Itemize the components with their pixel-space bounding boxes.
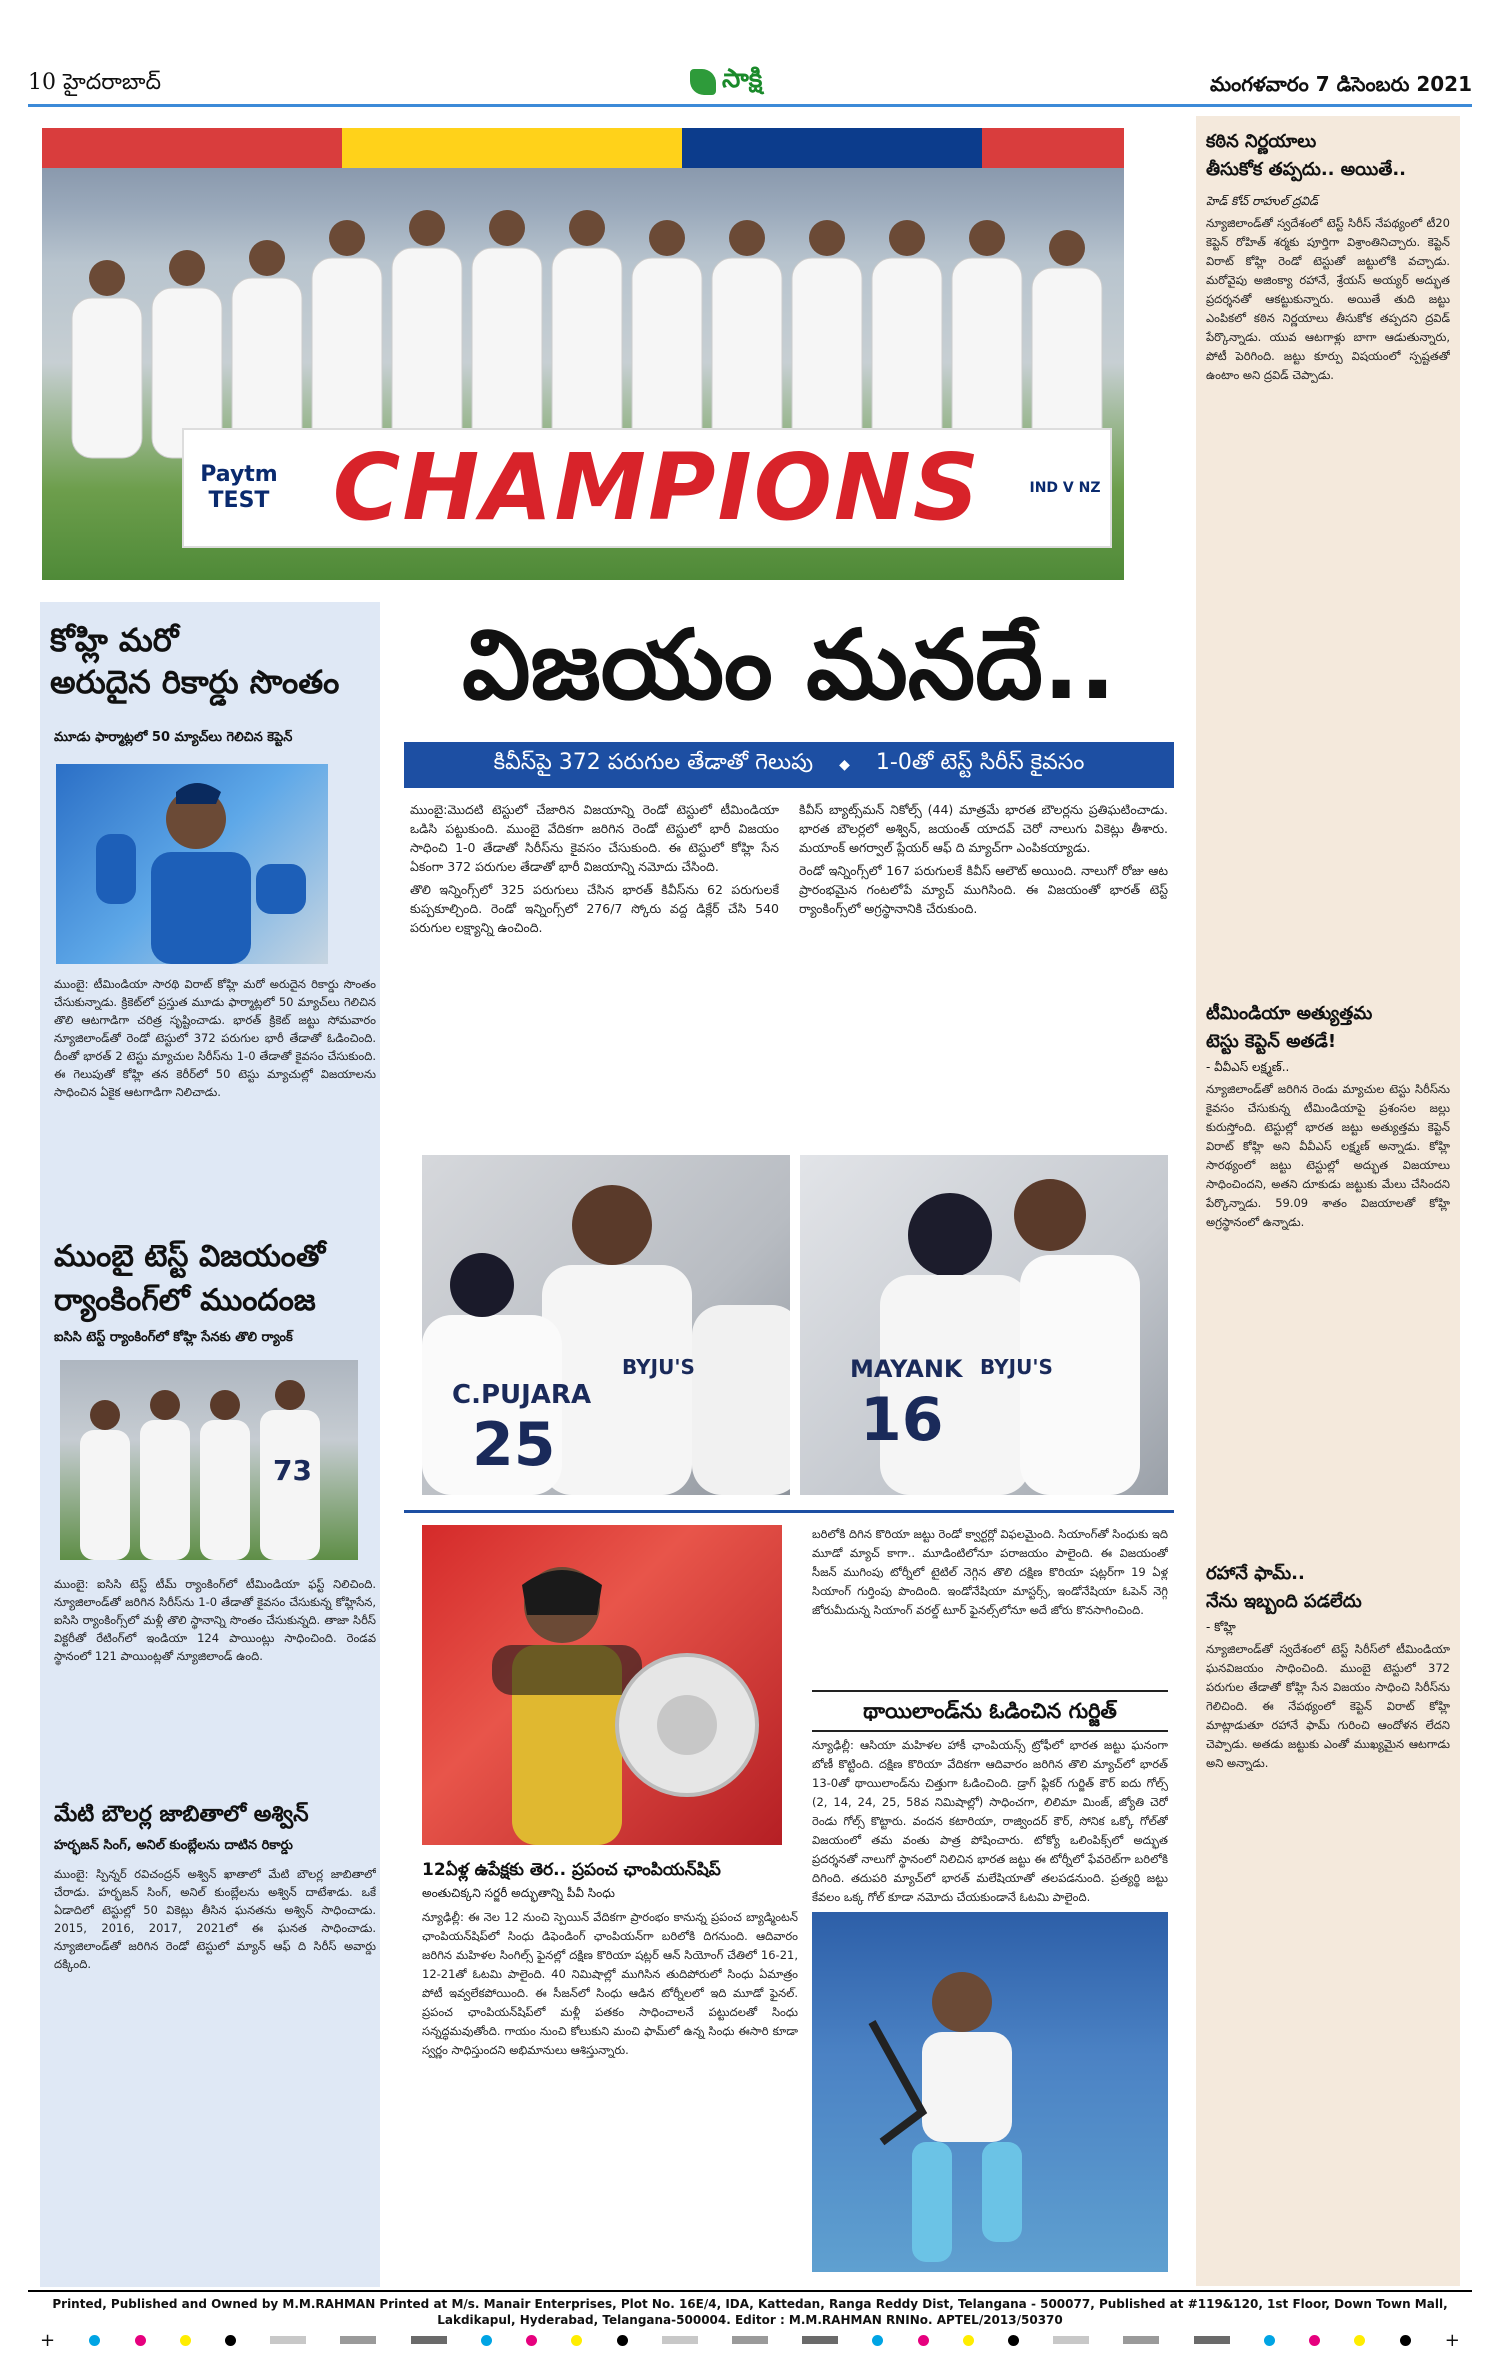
subheadline-1: కివీస్‌పై 372 పరుగుల తేడాతో గెలుపు: [493, 750, 814, 775]
color-registration-strip: [40, 2329, 1460, 2351]
rahane-byline: - కోహ్లి: [1206, 1620, 1236, 1634]
kohli-art: [56, 764, 328, 964]
cmyk-dot: [1264, 2335, 1275, 2346]
gray-bar: [340, 2336, 376, 2344]
pujara-number: 25: [472, 1410, 556, 1480]
registration-mark-icon: +: [1444, 2329, 1460, 2351]
champions-team-photo: [42, 128, 1124, 580]
laxman-story-body: న్యూజిలాండ్‌తో జరిగిన రెండు మ్యాచుల టెస్టు సిరీస్‌ను కైవసం చేసుకున్న టీమిండియాపై ప్రశంసల జల్లు కురుస్తోంది. టెస్టుల్లో భారత జట్టు అత్యుత్తమ కెప్టెన్ విరాట్ కోహ్లి అని వీవీఎస్ లక్ష్మణ్ అన్నాడు. కోహ్లి సారథ్యంలో జట్టు టెస్టుల్లో అద్భుత విజయాలు సాధించిందని, అతని దూకుడు జట్టుకు మేలు చేసిందని పేర్కొన్నాడు. 59.09 శాతం విజయాలతో కోహ్లి అగ్రస్థానంలో ఉన్నాడు.: [1206, 1082, 1450, 1229]
bullet-icon: ◆: [839, 757, 850, 773]
subheadline-2: 1-0తో టెస్ట్ సిరీస్ కైవసం: [875, 750, 1085, 775]
hockey-art: [812, 1912, 1168, 2272]
dravid-story-body: న్యూజిలాండ్‌తో స్వదేశంలో టెస్ట్ సిరీస్ నేపథ్యంలో టీ20 కెప్టెన్ రోహిత్ శర్మకు పూర్తిగా విశ్రాంతినిచ్చారు. కెప్టెన్ విరాట్ కోహ్లి రెండో టెస్టుతో జట్టులోకి వచ్చాడు. మరోవైపు అజింక్యా రహానే, శ్రేయస్ అయ్యర్ అద్భుత ప్రదర్శనతో ఆకట్టుకున్నారు. అయితే తుది జట్టు ఎంపికలో కఠిన నిర్ణయాలు తీసుకోక తప్పదని ద్రవిడ్ పేర్కొన్నాడు. యువ ఆటగాళ్లు బాగా ఆడుతున్నారు, పోటీ పెరిగింది. జట్టు కూర్పు విషయంలో స్పష్టతతో ఉంటాం అని ద్రవిడ్ చెప్పాడు.: [1206, 216, 1450, 382]
svg-text:73: 73: [273, 1454, 312, 1487]
dravid-headline: కఠిన నిర్ణయాలు తీసుకోక తప్పదు.. అయితే..: [1206, 131, 1407, 180]
sindhu-continued-body: బరిలోకి దిగిన కొరియా జట్టు రెండో క్వార్టర్లో విఫలమైంది. సియాంగ్‌తో సింధుకు ఇది మూడో మ్యాచ్ కాగా.. మూడింటిలోనూ పరాజయం పాలైంది. ఈ విజయంతో సీజన్ ముగింపు టోర్నీలో టైటిల్ నెగ్గిన తొలి దక్షిణ కొరియా షట్లర్‌గా 19 ఏళ్ల సియాంగ్ గుర్తింపు పొందింది. ఇండోనేషియా మాస్టర్స్, ఇండోనేషియా ఓపెన్ నెగ్గి జోరుమీదున్న సియాంగ్ వరల్డ్ టూర్ ఫైనల్స్‌లోనూ అదే జోరు కొనసాగించింది.: [812, 1527, 1168, 1617]
champions-word: CHAMPIONS: [332, 434, 982, 541]
cmyk-dot: [481, 2335, 492, 2346]
cmyk-dot: [89, 2335, 100, 2346]
ranking-headline: ముంబై టెస్ట్ విజయంతో ర్యాంకింగ్‌లో ముందంజ: [54, 1239, 326, 1318]
ashwin-subhead: హర్భజన్ సింగ్, అనిల్ కుంబ్లేలను దాటిన రికార్డు: [54, 1838, 293, 1853]
gray-bar: [411, 2336, 447, 2344]
cmyk-dot: [918, 2335, 929, 2346]
rahane-headline: రహానే ఫామ్.. నేను ఇబ్బంది పడలేదు: [1206, 1563, 1362, 1612]
cmyk-dot: [1400, 2335, 1411, 2346]
sindhu-byline: అంతుచిక్కని సర్జరీ అద్భుతాన్ని పీవీ సింధు: [422, 1886, 615, 1900]
issue-date: మంగళవారం 7 డిసెంబరు 2021: [1209, 72, 1472, 96]
kohli-photo: [56, 764, 328, 964]
cmyk-dot: [963, 2335, 974, 2346]
section-divider: [404, 1510, 1174, 1513]
cmyk-dot: [571, 2335, 582, 2346]
test-players-photo: [60, 1360, 358, 1560]
gray-bar: [802, 2336, 838, 2344]
mayank-name: MAYANK: [850, 1355, 963, 1383]
cmyk-dot: [180, 2335, 191, 2346]
cmyk-dot: [526, 2335, 537, 2346]
main-headline: విజయం మనదే..: [404, 600, 1174, 730]
cmyk-dot: [1309, 2335, 1320, 2346]
sindhu-headline: 12ఏళ్ల ఉపేక్షకు తెర.. ప్రపంచ ఛాంపియన్‌షిప్‌: [422, 1860, 721, 1880]
sponsor-logo: Paytm TEST: [200, 462, 278, 513]
mayank-number: 16: [860, 1385, 944, 1455]
header-rule: [28, 104, 1472, 107]
kohli-subhead: మూడు ఫార్మాట్లలో 50 మ్యాచ్‌లు గెలిచిన కెప్టెన్: [54, 730, 293, 745]
ashwin-celebration-photo: [422, 1155, 790, 1495]
celebration-art-2: [800, 1155, 1168, 1495]
kohli-headline: కోహ్లి మరో అరుదైన రికార్డు సొంతం: [50, 621, 340, 701]
sindhu-art: [422, 1525, 782, 1845]
sindhu-photo: [422, 1525, 782, 1845]
dravid-byline: హెడ్ కోచ్ రాహుల్ ద్రవిడ్: [1206, 194, 1319, 208]
mayank-celebration-photo: [800, 1155, 1168, 1495]
ashwin-story-body: ముంబై: స్పిన్నర్ రవిచంద్రన్ అశ్విన్ ఖాతాలో మేటి బౌలర్ల జాబితాలో చేరాడు. హర్భజన్ సింగ్, అనిల్ కుంబ్లేలను అశ్విన్ దాటేశాడు. ఒకే ఏడాదిలో టెస్టుల్లో 50 వికెట్లు తీసిన ఘనతను అశ్విన్ సాధించాడు. 2015, 2016, 2017, 2021లో ఈ ఘనత సాధించాడు. న్యూజిలాండ్‌తో జరిగిన రెండో టెస్టులో మ్యాన్ ఆఫ్ ది సిరీస్ అవార్డు దక్కింది.: [54, 1867, 376, 1971]
footer-rule: [28, 2290, 1472, 2292]
gray-bar: [1123, 2336, 1159, 2344]
ashwin-headline: మేటి బౌలర్ల జాబితాలో అశ్విన్: [54, 1802, 309, 1827]
page-number-city: 10 హైదరాబాద్: [28, 70, 161, 95]
cmyk-dot: [225, 2335, 236, 2346]
cmyk-dot: [1354, 2335, 1365, 2346]
logo-emblem-icon: [690, 69, 716, 95]
gray-bar: [1194, 2336, 1230, 2344]
kit-brand-2: BYJU'S: [980, 1355, 1053, 1379]
gurjit-hockey-photo: [812, 1912, 1168, 2272]
ranking-subhead: ఐసిసి టెస్ట్ ర్యాంకింగ్‌లో కోహ్లి సేనకు తొలి ర్యాంక్: [54, 1330, 293, 1345]
subheadline-strip: [404, 742, 1174, 788]
kit-brand-1: BYJU'S: [622, 1355, 695, 1379]
hockey-story-body: న్యూఢిల్లీ: ఆసియా మహిళల హాకీ ఛాంపియన్స్ ట్రోఫీలో భారత జట్టు ఘనంగా బోణీ కొట్టింది. దక్షిణ కొరియా వేదికగా ఆదివారం జరిగిన తొలి మ్యాచ్‌లో భారత్ 13-0తో థాయిలాండ్‌ను చిత్తుగా ఓడించింది. డ్రాగ్ ఫ్లికర్ గుర్జిత్ కౌర్ ఐదు గోల్స్ (2, 14, 24, 25, 58వ నిమిషాల్లో) సాధించగా, లిలిమా మింజ్, జ్యోతి చెరో రెండు గోల్స్ కొట్టారు. వందన కటారియా, రాజ్విందర్ కౌర్, సోనిక ఒక్కో గోల్‌తో విజయంలో తమ వంతు పాత్ర పోషించారు. టోక్యో ఒలింపిక్స్‌లో అద్భుత ప్రదర్శనతో నాలుగో స్థానంలో నిలిచిన భారత జట్టు ఈ టోర్నీలో ఫేవరెట్‌గా బరిలోకి దిగింది. తదుపరి మ్యాచ్‌లో భారత్ మలేషియాతో తలపడనుంది. ప్రత్యర్థి జట్టు కేవలం ఒక్క గోల్ కూడా నమోదు చేయకుండానే ఓటమి పాలైంది.: [812, 1738, 1168, 1904]
players-art: [60, 1360, 358, 1560]
series-tag: IND V NZ: [1029, 480, 1101, 496]
champions-banner: [182, 428, 1112, 548]
laxman-headline: టీమిండియా అత్యుత్తమ టెస్టు కెప్టెన్ అతడే!: [1206, 1003, 1373, 1052]
laxman-byline: - వీవీఎస్ లక్ష్మణ్..: [1206, 1060, 1290, 1074]
main-story-body: ముంబై:మొదటి టెస్టులో చేజారిన విజయాన్ని రెండో టెస్టులో టీమిండియా ఒడిసి పట్టుకుంది. ముంబై వేదికగా జరిగిన రెండో టెస్టులో భారీ విజయం సాధించి 1-0 తేడాతో సిరీస్‌ను కైవసం చేసుకుంది. ఈ టెస్టులో కోహ్లి సేన ఏకంగా 372 పరుగుల తేడాతో భారీ విజయాన్ని నమోదు చేసింది. తొలి ఇన్నింగ్స్‌లో 325 పరుగులు చేసిన భారత్ కివీస్‌ను 62 పరుగులకే కుప్పకూల్చింది. రెండో ఇన్నింగ్స్‌లో 276/7 స్కోరు వద్ద డిక్లేర్ చేసి 540 పరుగుల లక్ష్యాన్ని ఉంచింది. కివీస్ బ్యాట్స్‌మన్ నికోల్స్ (44) మాత్రమే భారత బౌలర్లను ప్రతిఘటించాడు. భారత బౌలర్లలో అశ్విన్, జయంత్ యాదవ్ చెరో నాలుగు వికెట్లు తీశారు. మయాంక్ అగర్వాల్ ప్లేయర్ ఆఫ్ ది మ్యాచ్‌గా ఎంపికయ్యాడు. రెండో ఇన్నింగ్స్‌లో 167 పరుగులకే కివీస్ ఆలౌట్ అయింది. నాలుగో రోజు ఆట ప్రారంభమైన గంటలోపే మ్యాచ్ ముగిసింది. ఈ విజయంతో భారత్ టెస్ట్ ర్యాంకింగ్స్‌లో అగ్రస్థానానికి చేరుకుంది.: [410, 802, 1168, 935]
gray-bar: [1053, 2336, 1089, 2344]
pujara-name: C.PUJARA: [452, 1380, 592, 1410]
ranking-story-body: ముంబై: ఐసిసి టెస్ట్ టీమ్ ర్యాంకింగ్‌లో టీమిండియా ఫస్ట్ నిలిచింది. న్యూజిలాండ్‌తో జరిగిన సిరీస్‌ను 1-0 తేడాతో కైవసం చేసుకున్న కోహ్లిసేన, ఐసిసి ర్యాంకింగ్స్‌లో మళ్లీ తొలి స్థానాన్ని సొంతం చేసుకున్నది. తాజా సిరీస్ విక్టరీతో రేటింగ్‌లో ఇండియా 124 పాయింట్లు సాధించింది. రెండవ స్థానంలో 121 పాయింట్లతో న్యూజిలాండ్ ఉంది.: [54, 1577, 376, 1663]
gray-bar: [270, 2336, 306, 2344]
registration-mark-icon: +: [40, 2329, 56, 2351]
cmyk-dot: [135, 2335, 146, 2346]
newspaper-logo: సాక్షి: [690, 64, 762, 100]
cmyk-dot: [1008, 2335, 1019, 2346]
gray-bar: [662, 2336, 698, 2344]
rahane-story-body: న్యూజిలాండ్‌తో స్వదేశంలో టెస్ట్ సిరీస్‌లో టీమిండియా ఘనవిజయం సాధించింది. ముంబై టెస్టులో 372 పరుగుల తేడాతో కోహ్లి సేన విజయం సాధించి సిరీస్‌ను గెలిచింది. ఈ నేపథ్యంలో కెప్టెన్ విరాట్ కోహ్లి మాట్లాడుతూ రహానే ఫామ్ గురించి ఆందోళన లేదని చెప్పాడు. అతడు జట్టుకు ఎంతో ముఖ్యమైన ఆటగాడు అని అన్నాడు.: [1206, 1642, 1450, 1770]
cmyk-dot: [872, 2335, 883, 2346]
hockey-headline: థాయిలాండ్‌ను ఓడించిన గుర్జిత్: [812, 1690, 1168, 1732]
footer-imprint: Printed, Published and Owned by M.M.RAHMAN Printed at M/s. Manair Enterprises, Plot No. 16E/4, IDA, Kattedan, Ranga Reddy Dist, Telangana - 500077, Published at #119&120, 1st Floor, Down Town Mall, Lakdikapul, Hyderabad, Telangana-500004. Editor : M.M.RAHMAN RNINo. APTEL/2013/50370: [52, 2297, 1448, 2327]
kohli-story-body: ముంబై: టీమిండియా సారథి విరాట్ కోహ్లి మరో అరుదైన రికార్డు సొంతం చేసుకున్నాడు. క్రికెట్‌లో ప్రస్తుత మూడు ఫార్మాట్లలో 50 మ్యాచ్‌లు గెలిచిన తొలి ఆటగాడిగా చరిత్ర సృష్టించాడు. భారత్ క్రికెట్ జట్టు సోమవారం న్యూజిలాండ్‌తో రెండో టెస్టులో 372 పరుగుల భారీ తేడాతో ఓడించింది. దీంతో భారత్ 2 టెస్టు మ్యాచుల సిరీస్‌ను 1-0 తేడాతో కైవసం చేసుకుంది. ఈ గెలుపుతో కోహ్లి తన కెరీర్‌లో 50 టెస్టు మ్యాచుల్లో విజయాలను సాధించిన ఏకైక ఆటగాడిగా నిలిచాడు.: [54, 977, 376, 1099]
cmyk-dot: [617, 2335, 628, 2346]
sindhu-story-body: న్యూఢిల్లీ: ఈ నెల 12 నుంచి స్పెయిన్ వేదికగా ప్రారంభం కానున్న ప్రపంచ బ్యాడ్మింటన్ ఛాంపియన్‌షిప్‌లో సింధు డిఫెండింగ్ ఛాంపియన్‌గా బరిలోకి దిగనుంది. ఆదివారం జరిగిన మహిళల సింగిల్స్ ఫైనల్లో దక్షిణ కొరియా షట్లర్ ఆన్ సియోంగ్ చేతిలో 16-21, 12-21తో ఓటమి పాలైంది. 40 నిమిషాల్లో ముగిసిన తుదిపోరులో సింధు ఏమాత్రం పోటీ ఇవ్వలేకపోయింది. ఈ సీజన్‌లో సింధు ఆడిన టోర్నీలలో ఇది మూడో ఫైనల్. ప్రపంచ ఛాంపియన్‌షిప్‌లో మళ్లీ పతకం సాధించాలనే పట్టుదలతో సింధు సన్నద్ధమవుతోంది. గాయం నుంచి కోలుకుని మంచి ఫామ్‌లో ఉన్న సింధు ఈసారి కూడా స్వర్ణం సాధిస్తుందని అభిమానులు ఆశిస్తున్నారు.: [422, 1910, 798, 2057]
gray-bar: [732, 2336, 768, 2344]
